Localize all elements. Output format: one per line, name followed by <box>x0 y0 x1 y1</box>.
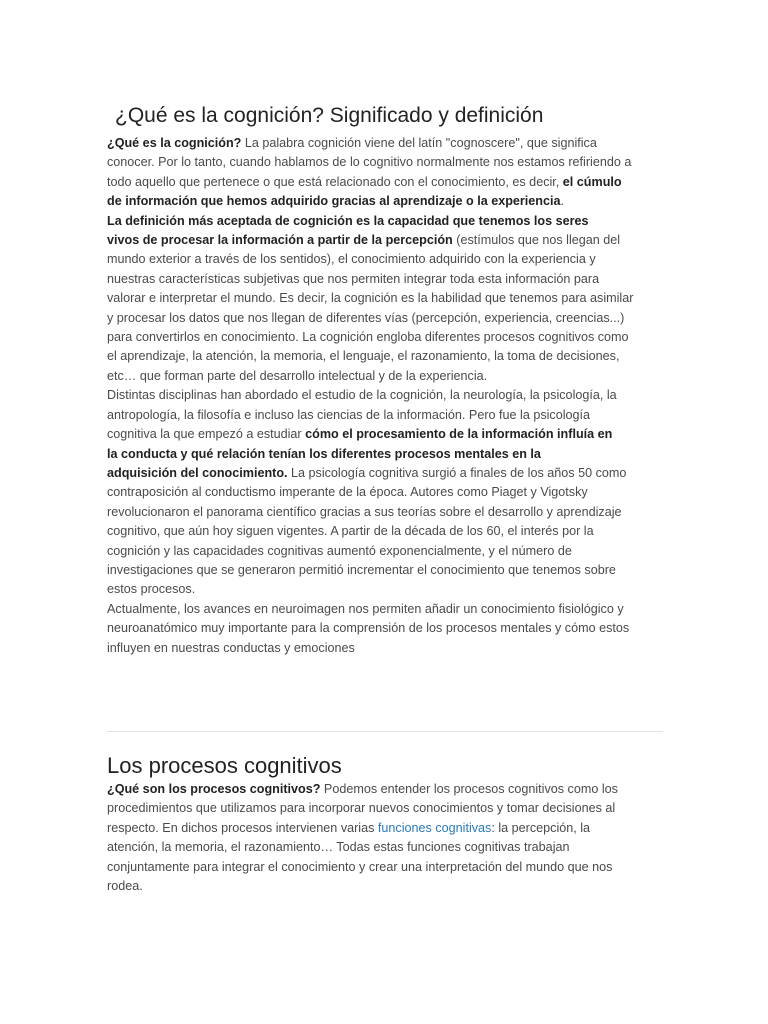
body-text: procedimientos que utilizamos para incorporar nuevos conocimientos y tomar decisiones al <box>107 801 616 816</box>
text-line <box>107 838 663 857</box>
text-line <box>107 367 663 386</box>
text-line <box>107 289 663 308</box>
text-line <box>107 309 663 328</box>
body-text: rodea. <box>107 879 143 894</box>
body-text: La palabra cognición viene del latín "cognoscere", que significa <box>241 136 597 150</box>
text-line <box>107 134 663 153</box>
body-text: La psicología cognitiva surgió a finales de los años 50 como <box>287 465 627 480</box>
body-text: . <box>560 194 565 209</box>
text-line <box>107 819 663 838</box>
section-title-procesos: Los procesos cognitivos <box>107 753 342 778</box>
body-text: (estímulos que nos llegan del <box>452 233 621 248</box>
body-text: para convertirlos en conocimiento. La cognición engloba diferentes procesos cognitivos como <box>107 330 629 345</box>
body-text: estos procesos. <box>107 582 196 597</box>
text-line <box>107 445 663 464</box>
bold-text: ¿Qué son los procesos cognitivos? <box>107 782 321 796</box>
text-line <box>107 580 663 599</box>
text-line <box>107 542 663 561</box>
body-text: nuestras características subjetivas que nos permiten integrar toda esta información para <box>107 271 600 286</box>
text-line <box>107 522 663 541</box>
section-title-cognicion: ¿Qué es la cognición? Significado y definición <box>115 104 544 127</box>
body-text: conocer. Por lo tanto, cuando hablamos de lo cognitivo normalmente nos estamos refiriendo a <box>107 155 632 170</box>
section-body-cognicion <box>107 134 663 658</box>
section-body-procesos <box>107 780 663 896</box>
body-text: valorar e interpretar el mundo. Es decir, la cognición es la habilidad que tenemos para asimilar <box>107 291 634 306</box>
inline-link[interactable]: funciones cognitivas <box>377 820 492 835</box>
text-line <box>107 639 663 658</box>
text-line <box>107 231 663 250</box>
text-line <box>107 173 663 192</box>
text-line <box>107 877 663 896</box>
body-text: investigaciones que se generaron permitió incrementar el conocimiento que tenemos sobre <box>107 562 616 577</box>
text-line <box>107 212 663 231</box>
text-line <box>107 328 663 347</box>
body-text: influyen en nuestras conductas y emociones <box>107 640 355 655</box>
body-text: Distintas disciplinas han abordado el estudio de la cognición, la neurología, la psicología, la <box>107 388 617 403</box>
body-text: antropología, la filosofía e incluso las ciencias de la información. Pero fue la psicología <box>107 407 591 422</box>
body-text: : la percepción, la <box>491 820 591 835</box>
text-line <box>107 386 663 405</box>
body-text: conjuntamente para integrar el conocimiento y crear una interpretación del mundo que nos <box>107 859 613 874</box>
body-text: cognitivo, que aún hoy siguen vigentes. A partir de la década de los 60, el interés por la <box>107 524 594 539</box>
bold-text: La definición más aceptada de cognición es la capacidad que tenemos los seres <box>107 213 589 228</box>
body-text: cognitiva la que empezó a estudiar <box>107 427 306 442</box>
text-line <box>107 406 663 425</box>
bold-text: la conducta y qué relación tenían los diferentes procesos mentales en la <box>107 446 541 461</box>
body-text: neuroanatómico muy importante para la comprensión de los procesos mentales y cómo estos <box>107 621 630 636</box>
body-text: atención, la memoria, el razonamiento… Todas estas funciones cognitivas trabajan <box>107 840 570 855</box>
body-text: respecto. En dichos procesos intervienen varias <box>107 820 378 835</box>
text-line <box>107 799 663 818</box>
text-line <box>107 153 663 172</box>
body-text: mundo exterior a través de los sentidos), el conocimiento adquirido con la experiencia y <box>107 252 596 267</box>
bold-text: ¿Qué es la cognición? <box>107 136 242 150</box>
text-line <box>107 600 663 619</box>
text-line <box>107 192 663 211</box>
text-line <box>107 503 663 522</box>
body-text: revolucionaron el panorama científico gracias a sus teorías sobre el desarrollo y aprendizaje <box>107 504 622 519</box>
bold-text: vivos de procesar la información a partir de la percepción <box>107 233 453 248</box>
body-text: cognición y las capacidades cognitivas aumentó exponencialmente, y el número de <box>107 543 572 558</box>
text-line <box>107 561 663 580</box>
text-line <box>107 619 663 638</box>
bold-text: adquisición del conocimiento. <box>107 465 288 480</box>
body-text: contraposición al conductismo imperante de la época. Autores como Piaget y Vigotsky <box>107 485 588 500</box>
text-line <box>107 425 663 444</box>
text-line <box>107 483 663 502</box>
text-line <box>107 780 663 799</box>
body-text: Actualmente, los avances en neuroimagen nos permiten añadir un conocimiento fisiológico y <box>107 601 624 616</box>
body-text: el aprendizaje, la atención, la memoria, el lenguaje, el razonamiento, la toma de decisiones, <box>107 349 620 364</box>
body-text: todo aquello que pertenece o que está relacionado con el conocimiento, es decir, <box>107 174 563 189</box>
bold-text: el cúmulo <box>562 174 622 189</box>
text-line <box>107 250 663 269</box>
body-text: y procesar los datos que nos llegan de diferentes vías (percepción, experiencia, creencias...) <box>107 310 625 325</box>
text-line <box>107 347 663 366</box>
text-line <box>107 464 663 483</box>
text-line <box>107 858 663 877</box>
bold-text: cómo el procesamiento de la información influía en <box>305 427 613 442</box>
bold-text: de información que hemos adquirido gracias al aprendizaje o la experiencia <box>107 194 561 209</box>
section-divider <box>107 731 663 732</box>
text-line <box>107 270 663 289</box>
body-text: Podemos entender los procesos cognitivos como los <box>320 782 618 796</box>
body-text: etc… que forman parte del desarrollo intelectual y de la experiencia. <box>107 368 488 383</box>
